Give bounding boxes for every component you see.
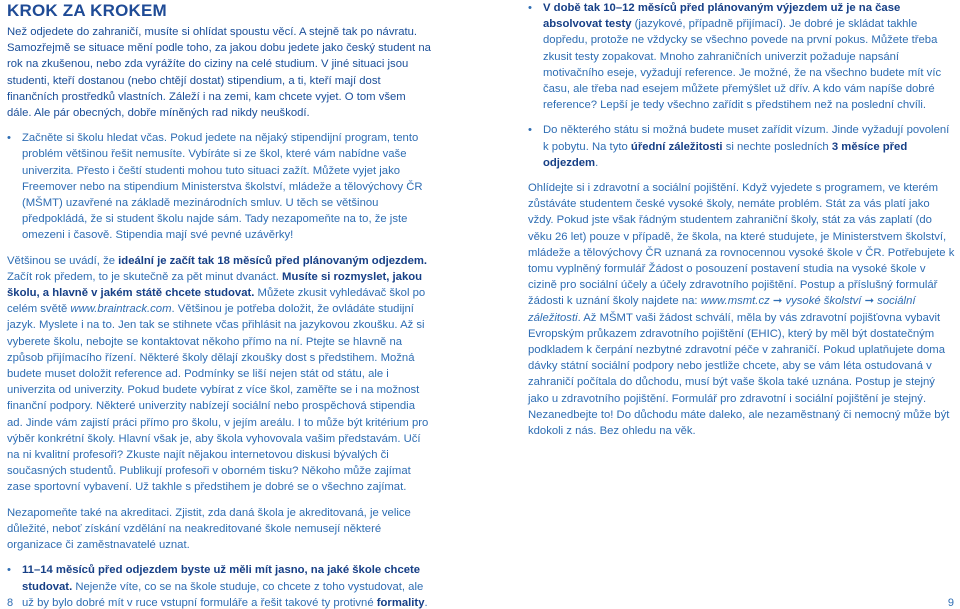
left-page xyxy=(7,0,433,609)
intro-text-1: Než odjedete do zahraničí, musíte si ohlídat spoustu věcí. A stejně tak po návratu. Samozřejmě se situace mění podle toho, za jakou dobu jedete jako český student na rok na zkušenou, nebo zda vyrážíte do ciziny na celé studium. xyxy=(7,26,431,71)
emphasis-formality: formality xyxy=(376,596,425,609)
intro-paragraph xyxy=(7,24,433,121)
text-run: (jazykové, případně přijímací). Je dobré je skládat takhle dopředu, protože ne vždycky se všechno povede na první pokus. Můžete třeba zkusit testy zopakovat. Mnoho zahraničních univerzit požaduje napsání motivačního eseje, vyžadují reference. Je možné, že na všechno budete mít víc času, ale třeba nad esejem můžete přemýšlet už dřív. A kdo vám napíše dobré reference? Lepší je tedy všechno zařídit s předstihem než na poslední chvíli. xyxy=(543,18,942,112)
text-run: Nejenže víte, co se na škole studuje, co chcete z toho vystudovat, ale už by bylo dobré mít v ruce vstupní formuláře a řešit takové ty protivné xyxy=(22,580,424,609)
text-run: Většinou se uvádí, že xyxy=(7,254,119,267)
page-title: KROK ZA KROKEM xyxy=(7,1,167,20)
bullet-visa xyxy=(528,122,955,171)
text-run: . xyxy=(424,596,428,609)
insurance-paragraph xyxy=(528,180,955,439)
spacer xyxy=(7,244,433,253)
emphasis-18-months: ideální je začít tak 18 měsíců před plánovaným odjezdem. xyxy=(118,254,428,267)
spacer xyxy=(7,496,433,505)
bullet-text: Přesto i čeští studenti mohou tuto situaci zažít. xyxy=(76,164,310,177)
bullet-11-14-months xyxy=(7,562,433,609)
spacer xyxy=(528,171,955,180)
accreditation-paragraph: Nezapomeňte také na akreditaci. Zjistit, zda daná škola je akreditovaná, je velice důležité, neboť získání vzdělání na neakreditované škole nemusejí některé organizace či zaměstnavatelé uznat. xyxy=(7,506,411,552)
bullet-text: Tady nezapomeňte na to, že jste omezeni i časově. Stipendia mají své pevné uzávěrky! xyxy=(22,213,408,242)
bullet-text: Pokud jedete na nějaký stipendijní program, tento problém většinou řešit nemusíte. Vybíráte si ze škol, které vám nabídne vaše univerzita. xyxy=(22,132,419,177)
text-run: . Až MŠMT vaši žádost schválí, měla by vás zdravotní pojišťovna vybavit Evropským průkazem zdravotního pojištění (EHIC), který by měl být dostatečným podkladem k čerpání nezbytné zdravotní péče v zahraničí. Pokud uplatňujete doma dávky státní sociální podpory nebo jestliže chcete, aby se vám léta ostudovaná v zahraničí počítala do důchodu, musí být vaše škola také uznána. Postup je stejný jako u zdravotního pojištění. Formulář pro zdravotní i sociální pojištění je stejný. Nezanedbejte to! Do důchodu máte daleko, ale nezaměstnaný či nemocný může být kdokoli z nás. Bez ohledu na věk. xyxy=(528,311,950,438)
page-number-left: 8 xyxy=(7,597,14,609)
bullet-text: Můžete vyjet jako Freemover nebo na stipendium Ministerstva školství, mládeže a tělovýchovy ČR (MŠMT) uzavřené na základě mezinárodních smluv. U těch se většinou předpokládá, že si student školu najde sám. xyxy=(22,164,423,226)
braintrack-link[interactable]: www.braintrack.com xyxy=(70,303,172,316)
spacer xyxy=(7,121,433,130)
bullet-tests xyxy=(528,0,955,113)
emphasis-official-matters: úřední záležitosti xyxy=(630,140,723,153)
emphasis-11-14-months: 11–14 měsíců před odjezdem byste už měli mít jasno, na jaké škole chcete studovat. xyxy=(22,564,421,593)
timing-paragraph xyxy=(7,253,433,496)
spacer xyxy=(528,113,955,122)
page-number-right: 9 xyxy=(947,597,954,609)
emphasis-tests: V době tak 10–12 měsíců před plánovaným výjezdem už je na čase absolvovat testy xyxy=(543,2,901,31)
spacer xyxy=(7,553,433,562)
emphasis-choose-school: Musíte si rozmyslet, jakou školu, a hlavně v jakém státě chcete studovat. xyxy=(7,270,423,300)
emphasis-3-months: 3 měsíce před odjezdem xyxy=(543,140,908,169)
bullet-text: Začněte si školu hledat včas. xyxy=(22,132,168,145)
text-run: . xyxy=(595,156,599,169)
text-run: . Většinou je potřeba doložit, že ovládáte studijní jazyk. Myslete i na to. Jen tak se stihnete včas přihlásit na jazykovou zkoušku. Až si vyberete školu, nebojte se kontaktovat někoho přímo na ní. Ptejte se hlavně na způsob přijímacího řízení. Některé školy dělají zkoušky dost s předstihem. Možná budete muset doložit reference ad. Podmínky se liší nejen stát od státu, ale i univerzita od univerzity. Pokud budete vybírat z více škol, zaměřte se i na možnost finanční podpory. Některé univerzity nabízejí sociální nebo prospěchová stipendia ad. Jinde vám zajistí práci přímo pro školu, v jejím areálu. I to může být kritérium pro výběr konkrétní školy. Hlavní však je, aby škola vyhovovala vašim představám. Učí na ni kvalitní profesoři? Zkuste najít nějakou internetovou diskusi bývalých či současných studentů. Publikují profesoři v oborném tisku? Někoho může zajímat zase sportovní vybavení. Už takhle s předstihem je dobré se o všechno zajímat. xyxy=(7,303,429,494)
msmt-link[interactable]: www.msmt.cz ➞ vysoké školství ➞ sociální záležitosti xyxy=(528,295,916,324)
text-run: Začít rok předem, to je skutečně za pět minut dvanáct. xyxy=(7,270,283,283)
intro-text-2: V jiné situaci jsou studenti, kteří dostanou (nebo chtějí dostat) stipendium, a ti, kteří mají dost finančních prostředků vlastních. Záleží i na zemi, kam chcete vyjet. O tom všem dále. Ale pár obecných, dobře míněných rad nikdy neuškodí. xyxy=(7,58,409,120)
text-run: Ohlídejte si i zdravotní a sociální pojištění. Když vyjedete s programem, ve kterém zůstáváte studentem české vysoké školy, nemáte problém. Stát za vás platí jako vždy. Pokud jste však řádným studentem zahraniční školy, stát za vás zaplatí (do věku 26 let) pouze v případě, že škola, na které studujete, je Ministerstvem školství, mládeže a tělovýchovy ČR uznaná za rovnocennou vysoké škole v ČR. Potřebujete k tomu vyplněný formulář Žádost o posouzení postavení studia na vysoké škole v cizině pro sociální účely a účely zdravotního pojištění. Postup a příslušný formulář žádosti k uznání školy najdete na: xyxy=(528,182,955,308)
bullet-search-school xyxy=(7,130,433,243)
text-run: Můžete zkusit vyhledávač škol po celém světě xyxy=(7,287,426,316)
text-run: Do některého státu si možná budete muset zařídit vízum. Jinde vyžadují povolení k pobytu. Na tyto xyxy=(543,124,950,153)
right-page xyxy=(528,0,955,439)
text-run: si nechte posledních xyxy=(722,140,832,153)
